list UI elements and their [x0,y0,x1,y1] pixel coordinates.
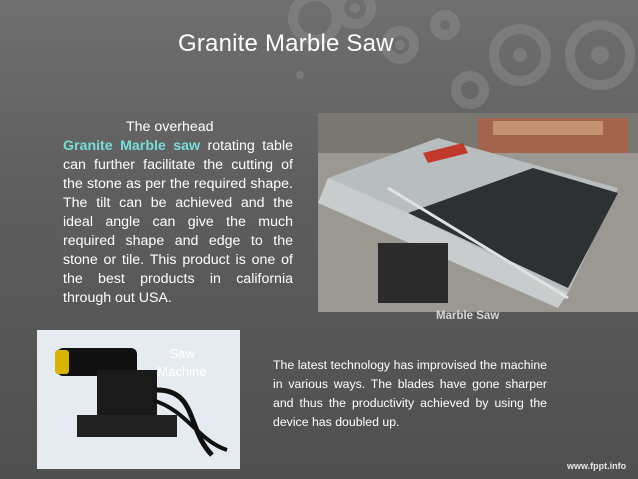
marble-saw-photo [318,113,638,312]
footer-watermark: www.fppt.info [567,461,627,471]
photo-caption: Marble Saw [436,310,500,322]
slide-title: Granite Marble Saw [178,30,394,57]
gear-icon [0,0,638,120]
bottom-paragraph: The latest technology has improvised the machine in various ways. The blades have gone sharper and thus the productivity achieved by using the device has doubled up. [273,358,547,429]
paragraph-lead: The overhead [126,119,214,135]
product-link[interactable]: Granite Marble saw [63,138,201,154]
paragraph-body: rotating table can further facilitate the cutting of the stone as per the required shape. The tilt can be achieved and the ideal angle can give the much required shape and edge to the stone or tile. This product is one of the best products in california through out USA. [63,138,293,306]
left-paragraph [63,118,293,308]
machine-caption: Saw Machine [157,346,207,379]
